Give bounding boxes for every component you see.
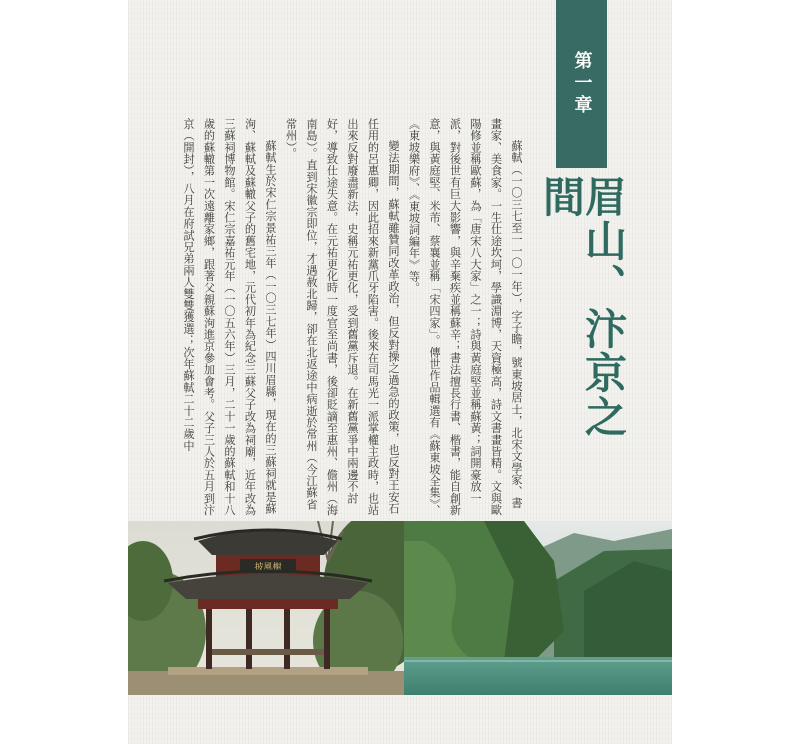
pavilion-sign-text: 披風榭 — [254, 563, 282, 573]
paragraph-2: 變法期間，蘇軾雖贊同改革政治，但反對操之過急的政策，也反對王安石任用的呂惠卿，因此招來新黨爪牙陷害。後來在司馬光一派掌權主政時，也站出來反對廢盡新法，史稱元祐更化，受到舊黨斥退。在新舊黨爭中兩邊不討好，導致仕途失意。在元祐更化時一度官至尚書，後卻貶謫至惠州、儋州（海南島）。直到宋徽宗即位，才遇赦北歸，卻在北返途中病逝於常州（今江蘇省常州）。 — [284, 118, 400, 516]
book-page — [128, 0, 672, 744]
paragraph-3: 蘇軾生於宋仁宗景祐三年（一〇三七年）四川眉縣，現在的三蘇祠就是蘇洵、蘇軾及蘇轍父子的舊宅地，元代初年為紀念三蘇父子改為祠廟，近年改為三蘇祠博物館。宋仁宗嘉祐元年（一〇五六年）三月，二十一歲的蘇軾和十八歲的蘇轍第一次遠離家鄉，跟著父親蘇洵進京參加會考。父子三人於五月到汴京（開封），八月在府試兄弟兩人雙雙獲選；次年蘇軾二十二歲中 — [182, 118, 277, 516]
chapter-label: 第一章 — [571, 51, 593, 117]
paragraph-1: 蘇軾（一〇三七至一一〇一年），字子瞻，號東坡居士，北宋文學家、書畫家、美食家。一生仕途坎坷，學識淵博，天資極高，詩文書畫皆精。文與歐陽修並稱歐蘇，為「唐宋八大家」之一；詩與黃庭堅並稱蘇黃；詞開豪放一派，對後世有巨大影響，與辛棄疾並稱蘇辛；書法擅長行書、楷書，能自創新意，與黃庭堅、米芾、蔡襄並稱「宋四家」。傳世作品輯選有《蘇東坡全集》、《東坡樂府》、《東坡詞編年》等。 — [407, 118, 523, 517]
chapter-badge — [556, 0, 607, 168]
river-photo — [404, 521, 672, 695]
pavilion-photo — [128, 521, 404, 695]
chapter-title-text: 眉山、汴京之間 — [537, 175, 628, 439]
body-text — [182, 118, 526, 518]
chapter-title — [537, 175, 628, 440]
